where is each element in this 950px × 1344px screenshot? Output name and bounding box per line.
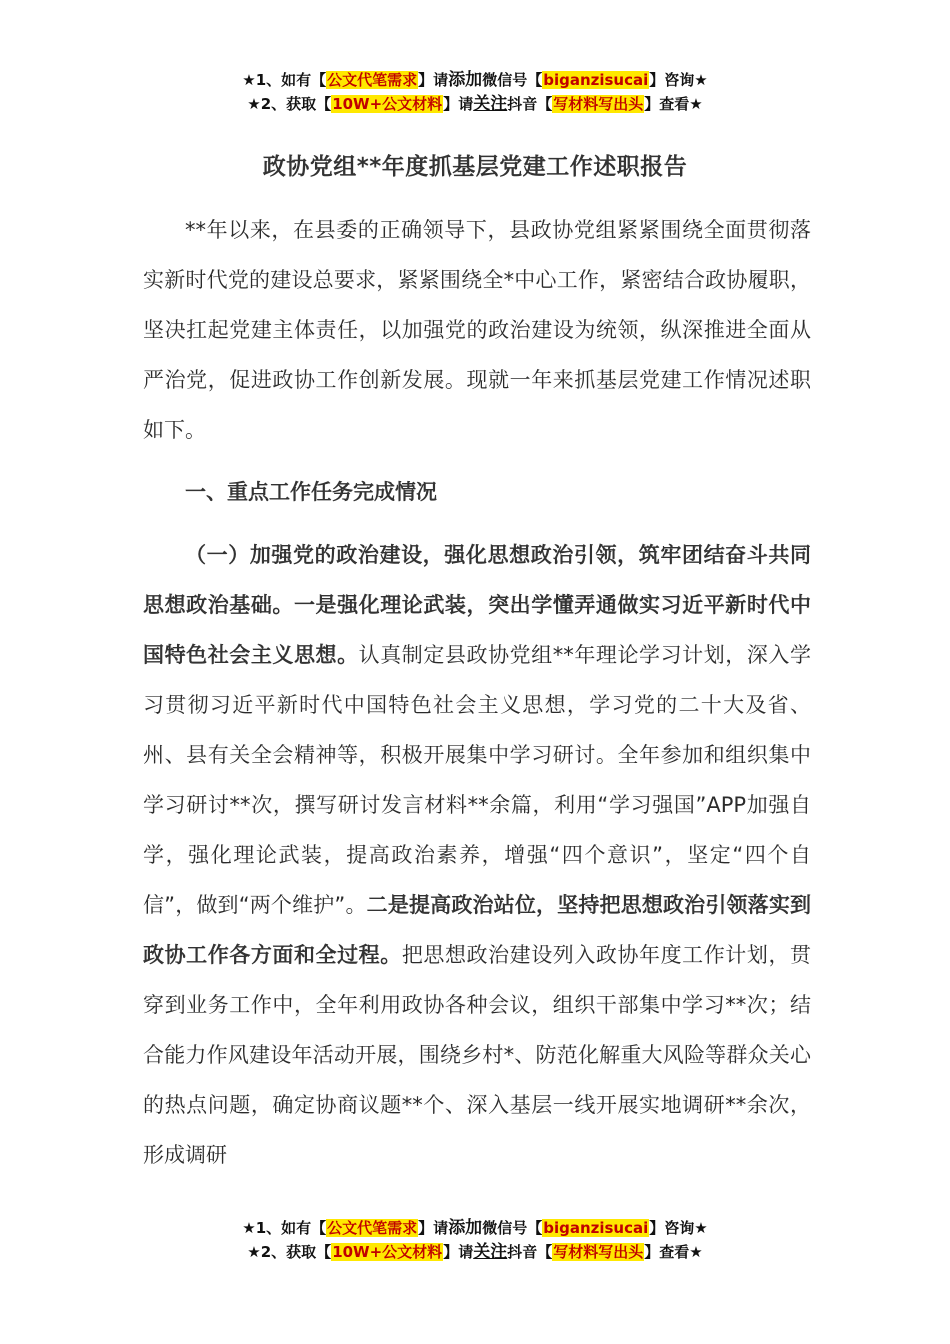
- point-two-bold: 二是提高政治站位，坚持把思想政治引领落实到政协工作各方面和全过程。: [143, 893, 812, 967]
- section-heading: 一、重点工作任务完成情况: [185, 480, 437, 504]
- subheading-bold: （一）加强党的政治建设，强化思想政治引领，筑牢团结奋斗共同思想政治基础。一是强化理论武装，突出学懂弄通做实习近平新时代中国特色社会主义思想。: [143, 543, 811, 667]
- section-paragraph: [143, 530, 811, 1180]
- highlight-douyin-account: 写材料写出头: [553, 1243, 644, 1261]
- highlight-douyin-account: 写材料写出头: [553, 95, 644, 113]
- promo-banner-top: [0, 68, 950, 116]
- highlight-materials: 10W+公文材料: [332, 1243, 443, 1261]
- document-title: 政协党组**年度抓基层党建工作述职报告: [262, 154, 688, 180]
- paragraph-text-continued: 把思想政治建设列入政协年度工作计划，贯穿到业务工作中，全年利用政协各种会议，组织干部集中学习**次；结合能力作风建设年活动开展，围绕乡村*、防范化解重大风险等群众关心的热点问题，确定协商议题**个、深入基层一线开展实地调研**余次，形成调研: [143, 943, 812, 1167]
- promo-line-2: ★2、获取【10W+公文材料】请关注抖音【写材料写出头】查看★: [247, 1242, 703, 1262]
- highlight-wechat-id: biganzisucai: [543, 71, 649, 89]
- highlight-service: 公文代笔需求: [327, 1219, 418, 1237]
- intro-paragraph: **年以来，在县委的正确领导下，县政协党组紧紧围绕全面贯彻落实新时代党的建设总要求，紧紧围绕全*中心工作，紧密结合政协履职，坚决扛起党建主体责任，以加强党的政治建设为统领，纵深推进全面从严治党，促进政协工作创新发展。现就一年来抓基层党建工作情况述职如下。: [143, 218, 811, 442]
- promo-banner-bottom: [0, 1216, 950, 1264]
- highlight-materials: 10W+公文材料: [332, 95, 443, 113]
- promo-line-2: ★2、获取【10W+公文材料】请关注抖音【写材料写出头】查看★: [247, 94, 703, 114]
- highlight-wechat-id: biganzisucai: [543, 1219, 649, 1237]
- highlight-service: 公文代笔需求: [327, 71, 418, 89]
- promo-line-1: ★1、如有【公文代笔需求】请添加微信号【biganzisucai】咨询★: [242, 1218, 708, 1238]
- paragraph-text: 认真制定县政协党组**年理论学习计划，深入学习贯彻习近平新时代中国特色社会主义思想，学习党的二十大及省、州、县有关全会精神等，积极开展集中学习研讨。全年参加和组织集中学习研讨**次，撰写研讨发言材料**余篇，利用“学习强国”APP加强自学，强化理论武装，提高政治素养，增强“四个意识”，坚定“四个自信”，做到“两个维护”。: [143, 643, 812, 917]
- promo-line-1: ★1、如有【公文代笔需求】请添加微信号【biganzisucai】咨询★: [242, 70, 708, 90]
- document-body: [143, 205, 811, 1180]
